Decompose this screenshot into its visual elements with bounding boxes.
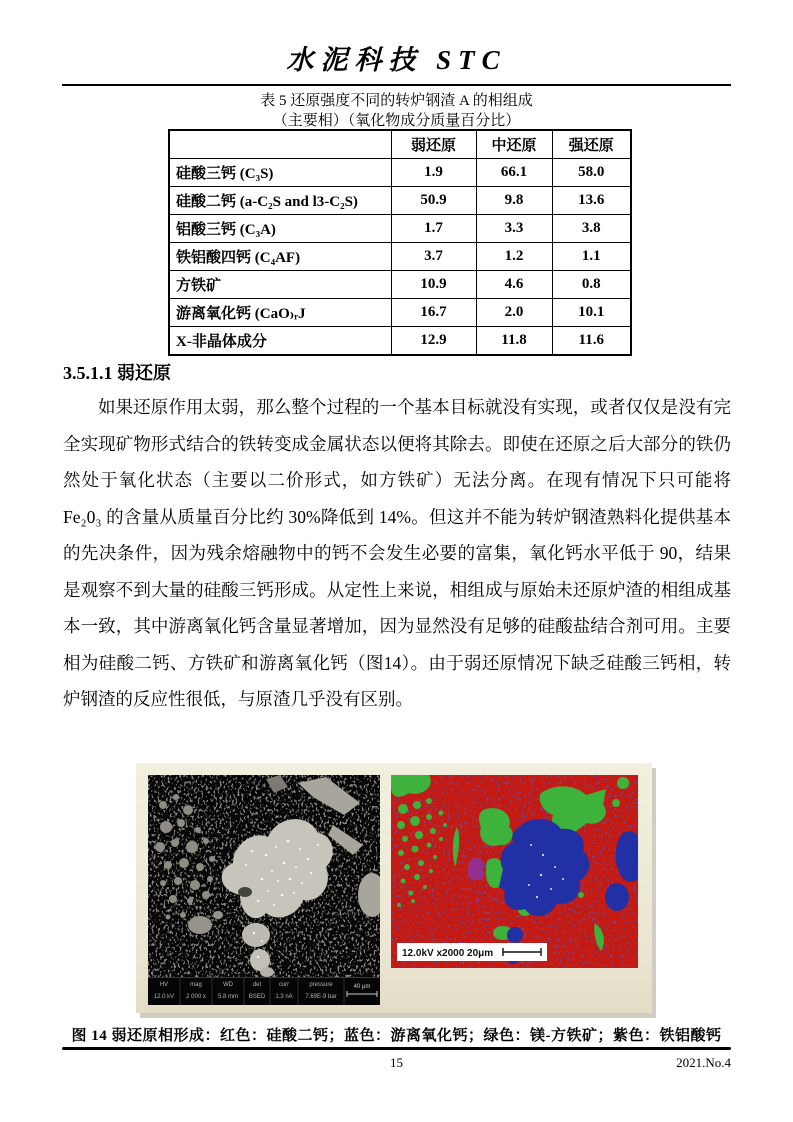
row-label: 硅酸三钙 (C₃S) (169, 159, 391, 187)
table-row (169, 327, 631, 356)
sem-info-value: 1.3 nA (275, 994, 293, 1000)
cell-value: 10.9 (391, 271, 476, 299)
sem-info-label: mag (190, 982, 202, 988)
journal-title: 水泥科技 STC (286, 45, 507, 75)
figure-caption: 图 14 弱还原相形成：红色：硅酸二钙；蓝色：游离氧化钙；绿色：镁-方铁矿；紫色：铁铝酸钙 (71, 1028, 722, 1044)
page-number: 15 (390, 1055, 403, 1070)
footer-rule (62, 1047, 731, 1050)
cell-value: 3.8 (552, 215, 631, 243)
issue-label: 2021.No.4 (676, 1055, 731, 1070)
table-header-row (169, 130, 631, 159)
row-label: 游离氧化钙 (CaO₎ᵣJ (169, 299, 391, 327)
row-label: 硅酸二钙 (a-C₂S and l3-C₂S) (169, 187, 391, 215)
table-row (169, 159, 631, 187)
table-row (169, 215, 631, 243)
sem-info-label: curr (278, 982, 290, 988)
sem-image-bse (148, 775, 380, 1005)
table-title-line1: 表 5 还原强度不同的转炉钢渣 A 的相组成 (260, 93, 533, 109)
cell-value: 58.0 (552, 159, 631, 187)
cell-value: 1.2 (476, 243, 552, 271)
phase-map-scale-strip (397, 943, 547, 961)
sem-info-value: 7.69E-9 bar (305, 994, 337, 1000)
cell-value: 10.1 (552, 299, 631, 327)
header-empty-cell (169, 130, 391, 159)
figure-14-panel (136, 763, 652, 1013)
table-row (169, 271, 631, 299)
sem-info-value: 2 000 x (186, 994, 206, 1000)
sem-info-value: BSED (248, 994, 266, 1000)
sem-scale-label: 40 μm (353, 984, 371, 990)
sem-image-phase-map (391, 775, 638, 968)
sem-info-label: WD (223, 982, 233, 988)
header-rule (62, 84, 731, 86)
cell-value: 4.6 (476, 271, 552, 299)
body-paragraph: 如果还原作用太弱，那么整个过程的一个基本目标就没有实现，或者仅仅是没有完全实现矿物形式结合的铁转变成金属状态以便将其除去。即使在还原之后大部分的铁仍然处于氧化状态（主要以二价形式，如方铁矿）无法分离。在现有情况下只可能将 Fe₂0₃ 的含量从质量百分比约 30%降低到 14%。但这并不能为转炉钢渣熟料化提供基本的先决条件，因为残余熔融物中的钙不会发生必要的富集，氧化钙水平低于 90，结果是观察不到大量的硅酸三钙形成。从定性上来说，相组成与原始未还原炉渣的相组成基本一致，其中游离氧化钙含量显著增加，因为显然没有足够的硅酸盐结合剂可用。主要相为硅酸二钙、方铁矿和游离氧化钙（图14）。由于弱还原情况下缺乏硅酸三钙相，转炉钢渣的反应性很低，与原渣几乎没有区别。 (63, 397, 731, 709)
row-label: 铝酸三钙 (C₃A) (169, 215, 391, 243)
cell-value: 12.9 (391, 327, 476, 356)
col-header-medium: 中还原 (476, 130, 552, 159)
phase-map-scale-label: 12.0kV x2000 20μm (402, 948, 494, 959)
table-row (169, 299, 631, 327)
cell-value: 2.0 (476, 299, 552, 327)
sem-info-value: 5.8 mm (217, 994, 239, 1000)
cell-value: 1.7 (391, 215, 476, 243)
section-heading: 3.5.1.1 弱还原 (63, 363, 171, 383)
row-label: 铁铝酸四钙 (C₄AF) (169, 243, 391, 271)
table-title-line2: （主要相）（氧化物成分质量百分比） (272, 113, 521, 129)
sem-info-label: HV (159, 982, 169, 988)
phase-composition-table (168, 129, 632, 356)
sem-info-label: pressure (309, 982, 333, 988)
cell-value: 1.9 (391, 159, 476, 187)
cell-value: 66.1 (476, 159, 552, 187)
sem-info-value: 12.0 kV (153, 994, 175, 1000)
col-header-weak: 弱还原 (391, 130, 476, 159)
cell-value: 9.8 (476, 187, 552, 215)
cell-value: 11.6 (552, 327, 631, 356)
cell-value: 13.6 (552, 187, 631, 215)
col-header-strong: 强还原 (552, 130, 631, 159)
sem-info-label: det (252, 982, 262, 988)
cell-value: 1.1 (552, 243, 631, 271)
table-row (169, 187, 631, 215)
sem-info-bar (148, 977, 380, 1005)
row-label: 方铁矿 (169, 271, 391, 299)
row-label: X-非晶体成分 (169, 327, 391, 356)
cell-value: 16.7 (391, 299, 476, 327)
cell-value: 3.7 (391, 243, 476, 271)
cell-value: 0.8 (552, 271, 631, 299)
cell-value: 50.9 (391, 187, 476, 215)
cell-value: 11.8 (476, 327, 552, 356)
table-row (169, 243, 631, 271)
cell-value: 3.3 (476, 215, 552, 243)
table-title (0, 91, 793, 131)
